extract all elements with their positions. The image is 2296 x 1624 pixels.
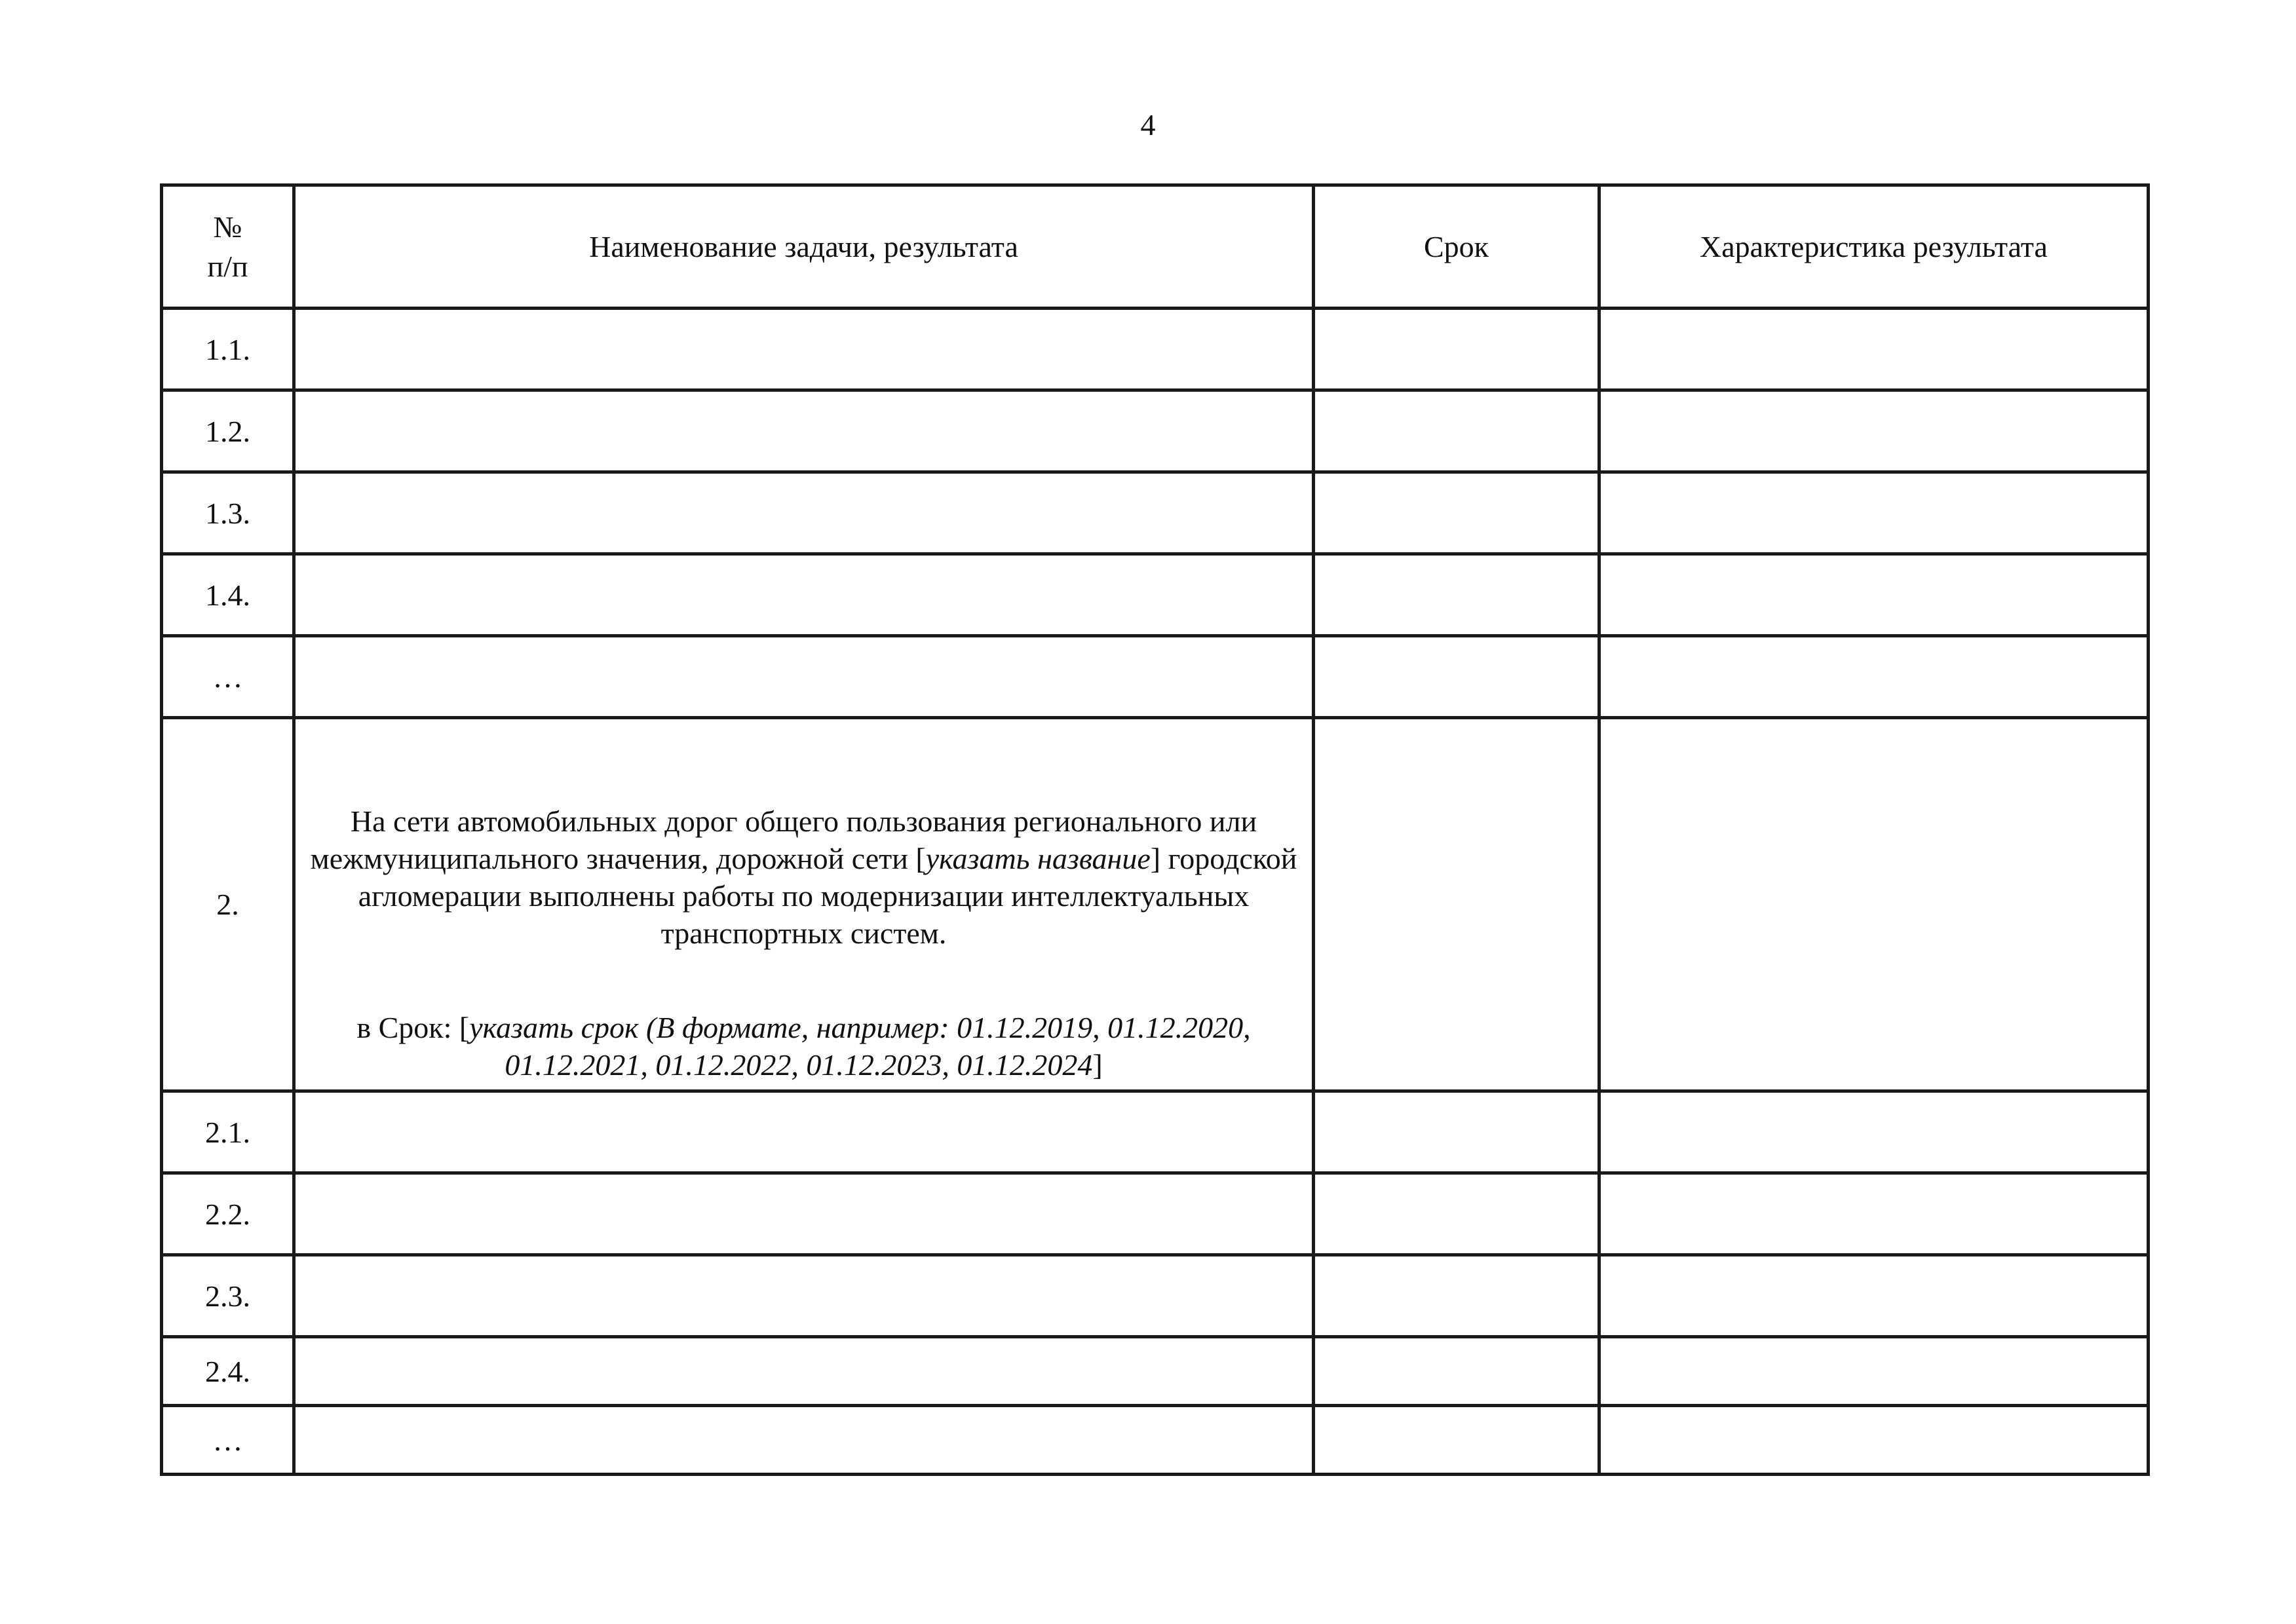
task-cell: [294, 309, 1314, 390]
task2-deadline-placeholder: указать срок (В формате, например: 01.12.2019, 01.12.2020, 01.12.2021, 01.12.2022, 01.12.2023, 01.12.2024: [469, 1011, 1251, 1082]
table-row: [162, 1337, 2149, 1406]
table-row: [162, 1173, 2149, 1255]
characteristic-cell: [1599, 1091, 2149, 1173]
task-cell: [294, 1255, 1314, 1337]
task-cell: [294, 1173, 1314, 1255]
task-cell: [294, 390, 1314, 472]
row-number: …: [162, 1406, 294, 1475]
deadline-cell: [1314, 309, 1599, 390]
table-row: [162, 390, 2149, 472]
row-number: 2.1.: [162, 1091, 294, 1173]
row-number: 1.4.: [162, 554, 294, 636]
row-number: 2.2.: [162, 1173, 294, 1255]
characteristic-cell: [1599, 472, 2149, 554]
table-header-row: [162, 185, 2149, 309]
deadline-cell: [1314, 1255, 1599, 1337]
characteristic-cell: [1599, 309, 2149, 390]
characteristic-cell: [1599, 1337, 2149, 1406]
page-number: 4: [1140, 108, 1156, 142]
characteristic-cell: [1599, 390, 2149, 472]
deadline-cell: [1314, 472, 1599, 554]
characteristic-cell: [1599, 636, 2149, 718]
deadline-cell: [1314, 390, 1599, 472]
task2-description-cell: [294, 718, 1314, 1091]
task2-deadline-prefix: в Срок: [: [356, 1011, 470, 1045]
task-cell: [294, 1091, 1314, 1173]
header-number-pp: п/п: [207, 249, 248, 283]
task-cell: [294, 1337, 1314, 1406]
table-row: [162, 554, 2149, 636]
task-cell: [294, 554, 1314, 636]
deadline-cell: [1314, 554, 1599, 636]
task2-text-placeholder: указать название: [925, 842, 1151, 876]
row-number: 1.3.: [162, 472, 294, 554]
row-number: 1.2.: [162, 390, 294, 472]
task2-row: [162, 718, 2149, 1091]
task2-deadline-note: [296, 1010, 1312, 1083]
row-number: 2.: [162, 718, 294, 1091]
deadline-cell: [1314, 636, 1599, 718]
characteristic-cell: [1599, 1406, 2149, 1475]
deadline-cell: [1314, 1091, 1599, 1173]
row-number: 2.4.: [162, 1337, 294, 1406]
header-number: [162, 185, 294, 309]
deadline-cell: [1314, 1173, 1599, 1255]
row-number: …: [162, 636, 294, 718]
characteristic-cell: [1599, 1173, 2149, 1255]
task-cell: [294, 1406, 1314, 1475]
header-deadline: Срок: [1314, 185, 1599, 309]
characteristic-cell: [1599, 554, 2149, 636]
deadline-cell: [1314, 1337, 1599, 1406]
task2-text-part2: ] городской агломерации выполнены работы по модернизации интеллектуальных транспортных систем.: [358, 842, 1297, 951]
deadline-cell: [1314, 1406, 1599, 1475]
table-row: [162, 1091, 2149, 1173]
tasks-table: [160, 183, 2150, 1476]
task2-deadline-suffix: ]: [1092, 1048, 1103, 1082]
characteristic-cell: [1599, 1255, 2149, 1337]
task-cell: [294, 472, 1314, 554]
table-row: [162, 636, 2149, 718]
header-number-sign: №: [213, 210, 242, 244]
deadline-cell: [1314, 718, 1599, 1091]
row-number: 1.1.: [162, 309, 294, 390]
table-row: [162, 1406, 2149, 1475]
row-number: 2.3.: [162, 1255, 294, 1337]
header-task: Наименование задачи, результата: [294, 185, 1314, 309]
table-row: [162, 1255, 2149, 1337]
task-cell: [294, 636, 1314, 718]
header-characteristic: Характеристика результата: [1599, 185, 2149, 309]
table-row: [162, 309, 2149, 390]
table-row: [162, 472, 2149, 554]
characteristic-cell: [1599, 718, 2149, 1091]
task2-description: [296, 803, 1312, 952]
task2-text-part1: На сети автомобильных дорог общего пользования регионального или межмуниципального значения, дорожной сети [: [310, 804, 1257, 876]
